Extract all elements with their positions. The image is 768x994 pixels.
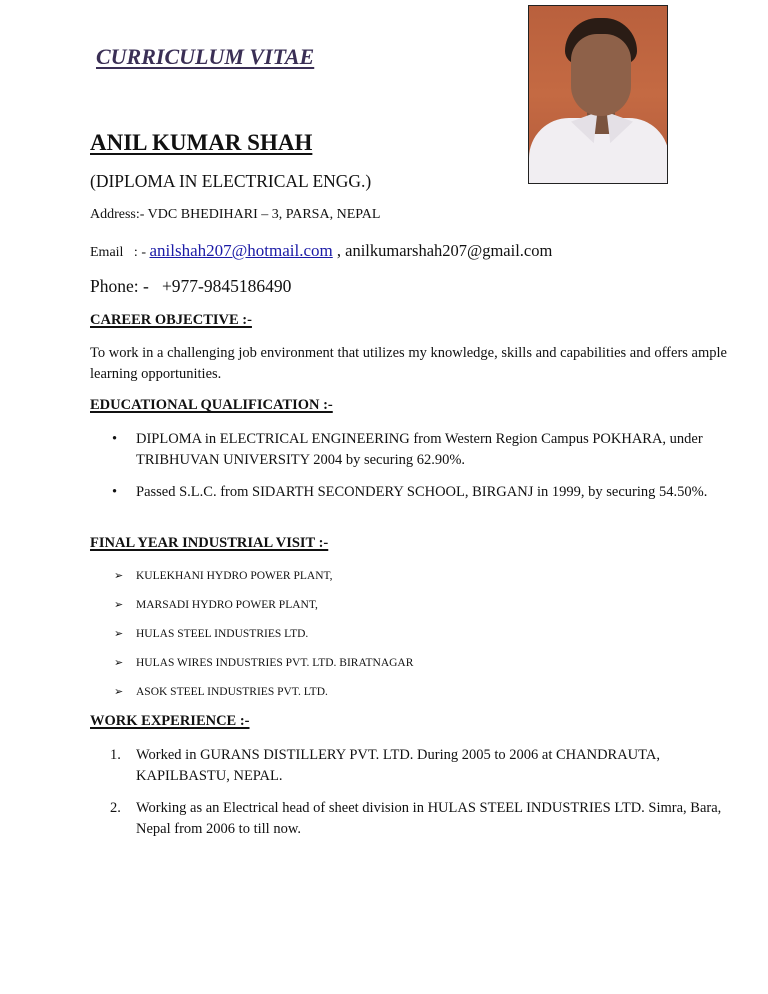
visit-item-text: KULEKHANI HYDRO POWER PLANT,: [136, 570, 333, 582]
applicant-photo: [528, 5, 668, 184]
work-item-number: 2.: [110, 800, 121, 816]
applicant-address: Address:- VDC BHEDIHARI – 3, PARSA, NEPAL: [90, 207, 381, 222]
email-label: Email : -: [90, 245, 150, 260]
career-objective-heading: CAREER OBJECTIVE :-: [90, 312, 252, 328]
arrow-bullet-icon: ➢: [114, 686, 124, 698]
work-item-number: 1.: [110, 747, 121, 763]
visit-item-text: ASOK STEEL INDUSTRIES PVT. LTD.: [136, 686, 328, 698]
document-title: CURRICULUM VITAE: [96, 44, 315, 69]
visit-item-text: HULAS STEEL INDUSTRIES LTD.: [136, 628, 309, 640]
industrial-visit-heading: FINAL YEAR INDUSTRIAL VISIT :-: [90, 535, 329, 551]
bullet-icon: •: [112, 431, 118, 447]
applicant-name: ANIL KUMAR SHAH: [90, 130, 313, 155]
email-separator: ,: [332, 241, 346, 260]
visit-item-text: HULAS WIRES INDUSTRIES PVT. LTD. BIRATNAGAR: [136, 657, 414, 669]
work-experience-heading: WORK EXPERIENCE :-: [90, 713, 250, 729]
arrow-bullet-icon: ➢: [114, 628, 124, 640]
education-item-text: Passed S.L.C. from SIDARTH SECONDERY SCHOOL, BIRGANJ in 1999, by securing 54.50%.: [136, 484, 708, 500]
arrow-bullet-icon: ➢: [114, 599, 124, 611]
photo-face: [571, 34, 631, 116]
email-primary-link[interactable]: anilshah207@hotmail.com: [149, 241, 333, 260]
education-heading: EDUCATIONAL QUALIFICATION :-: [90, 397, 333, 413]
email-row: [90, 241, 552, 261]
education-item-text: DIPLOMA in ELECTRICAL ENGINEERING from Western Region Campus POKHARA, under TRIBHUVAN UNIVERSITY 2004 by securing 62.90%.: [136, 431, 703, 468]
applicant-degree: (DIPLOMA IN ELECTRICAL ENGG.): [90, 171, 372, 191]
work-item-text: Working as an Electrical head of sheet division in HULAS STEEL INDUSTRIES LTD. Simra, Bara, Nepal from 2006 to till now.: [136, 800, 722, 837]
career-objective-text: To work in a challenging job environment that utilizes my knowledge, skills and capabilities and offers ample learning opportunities.: [90, 345, 727, 382]
arrow-bullet-icon: ➢: [114, 657, 124, 669]
bullet-icon: •: [112, 484, 118, 500]
applicant-phone: Phone: - +977-9845186490: [90, 276, 292, 296]
arrow-bullet-icon: ➢: [114, 570, 124, 582]
visit-item-text: MARSADI HYDRO POWER PLANT,: [136, 599, 318, 611]
work-item-text: Worked in GURANS DISTILLERY PVT. LTD. During 2005 to 2006 at CHANDRAUTA, KAPILBASTU, NEPAL.: [136, 747, 660, 784]
email-secondary: anilkumarshah207@gmail.com: [345, 241, 553, 260]
